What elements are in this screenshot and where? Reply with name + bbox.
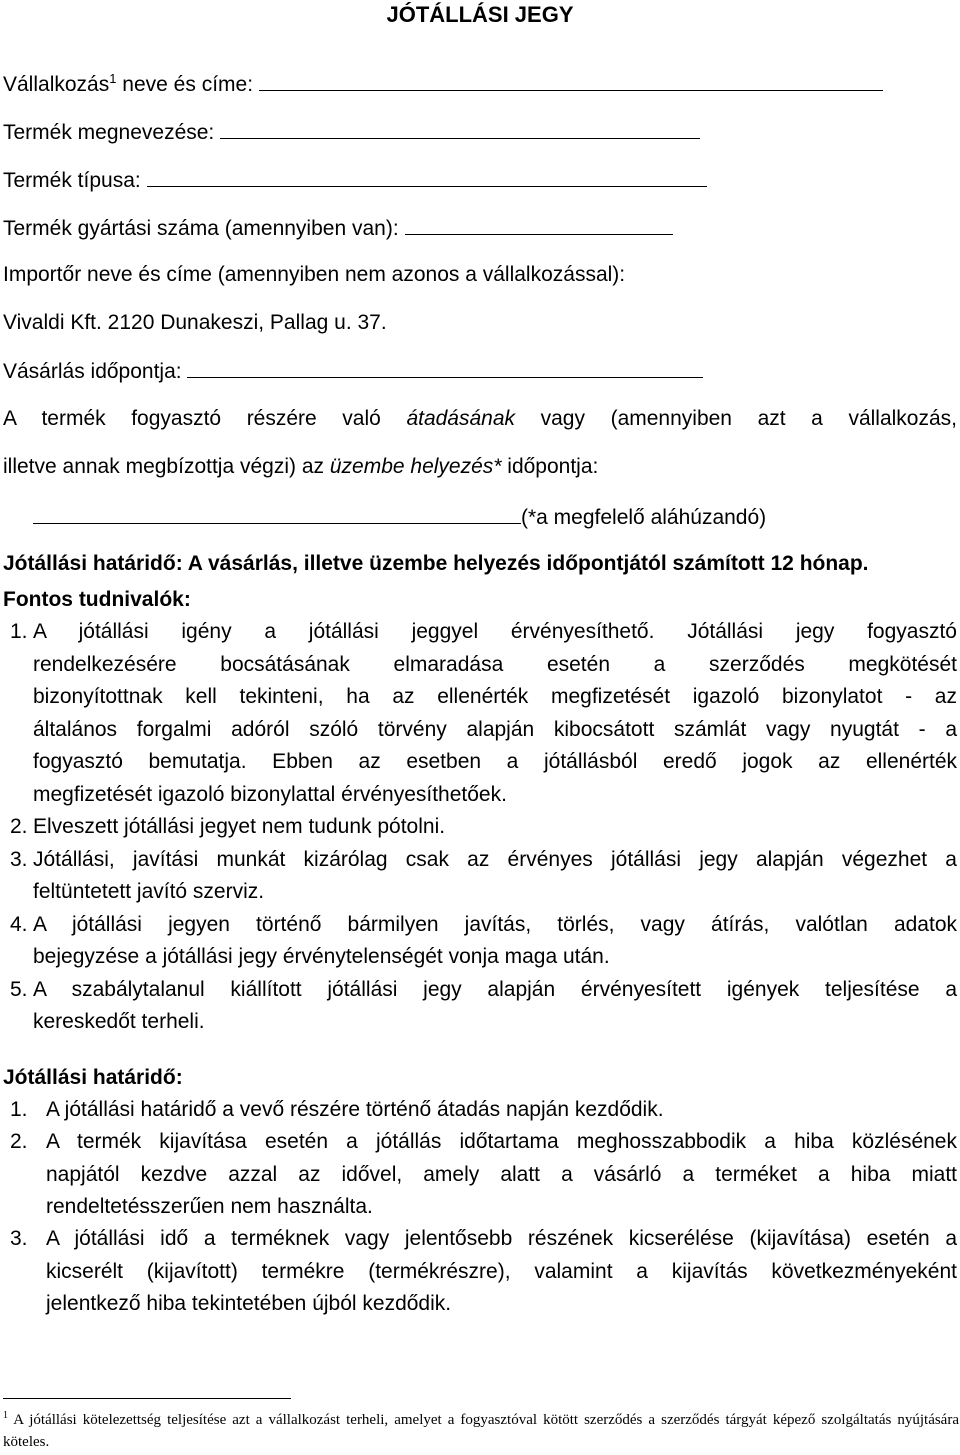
importor-value: Vivaldi Kft. 2120 Dunakeszi, Pallag u. 37. xyxy=(3,311,387,334)
field-importor: Importőr neve és címe (amennyiben nem azonos a vállalkozással): xyxy=(3,263,626,286)
field-termek-tipusa xyxy=(3,166,707,194)
list-item-line: bizonyítottnak kell tekinteni, ha az ellenérték megfizetését igazoló bizonylatot - az xyxy=(33,685,957,708)
termek-megnevezese-blank[interactable] xyxy=(220,118,700,139)
list-item-line: bejegyzése a jótállási jegy érvénytelenségét vonja maga után. xyxy=(33,945,610,968)
fontos-heading: Fontos tudnivalók: xyxy=(3,588,191,611)
list-item-line: A jótállási igény a jótállási jeggyel érvényesíthető. Jótállási jegy fogyasztó xyxy=(33,620,957,643)
vasarlas-idopontja-blank[interactable] xyxy=(187,357,703,378)
footnote-divider xyxy=(3,1398,291,1399)
list-item-line: megfizetését igazoló bizonylattal érvényesíthetőek. xyxy=(33,782,507,806)
list-item-number: 5. xyxy=(10,977,28,1001)
list-item-line: jelentkező hiba tekintetében újból kezdődik. xyxy=(46,1291,452,1315)
list-item-number: 1. xyxy=(10,1098,28,1121)
field-label-vallalkozas-end: neve és címe: xyxy=(116,73,254,96)
list-item-line: feltüntetett javító szerviz. xyxy=(33,880,265,903)
list-item-line: A termék kijavítása esetén a jótállás időtartama meghosszabbodik a hiba közlésének xyxy=(46,1130,957,1154)
list-item-line: A jótállási idő a terméknek vagy jelentősebb részének kicserélése (kijavítása) esetén a xyxy=(46,1227,957,1251)
list-item-line: fogyasztó bemutatja. Ebben az esetben a jótállásból eredő jogok az ellenérték xyxy=(33,750,957,773)
hatarido-heading: Jótállási határidő: xyxy=(3,1066,183,1089)
list-item-line: A szabálytalanul kiállított jótállási jegy alapján érvényesített igények teljesítése a xyxy=(33,977,957,1001)
footnote xyxy=(3,1409,959,1453)
footnote-marker: 1 xyxy=(109,71,117,86)
atadas-text-b: vagy (amennyiben azt a vállalkozás, xyxy=(515,407,957,430)
document-title: JÓTÁLLÁSI JEGY xyxy=(386,2,574,27)
list-item-number: 2. xyxy=(10,815,28,838)
hatarido-summary-text: A vásárlás, illetve üzembe helyezés időpontjától számított 12 hónap. xyxy=(182,552,869,575)
hatarido-summary-label: Jótállási határidő: xyxy=(3,552,183,575)
field-label-termek-megnevezese: Termék megnevezése: xyxy=(3,121,215,144)
list-item-line: Jótállási, javítási munkát kizárólag csak az érvényes jótállási jegy alapján végezhet a xyxy=(33,847,957,871)
uzembe-helyezes-emphasis: üzembe helyezés* xyxy=(329,455,502,478)
list-item-number: 3. xyxy=(10,847,28,871)
field-vallalkozas xyxy=(3,70,883,98)
field-label-vasarlas-idopontja: Vásárlás időpontja: xyxy=(3,360,182,383)
list-item-line: Elveszett jótállási jegyet nem tudunk pótolni. xyxy=(33,815,446,838)
field-label-gyartasi-szam: Termék gyártási száma (amennyiben van): xyxy=(3,217,399,240)
list-item-number: 1. xyxy=(10,620,28,643)
list-item-line: általános forgalmi adóról szóló törvény alapján kibocsátott számlát vagy nyugtát - a xyxy=(33,717,957,741)
gyartasi-szam-blank[interactable] xyxy=(405,214,673,235)
underline-note: (*a megfelelő aláhúzandó) xyxy=(521,506,767,529)
footnote-mark: 1 xyxy=(3,1410,8,1421)
list-item-line: rendeltetésszerűen nem használta. xyxy=(46,1194,373,1218)
footnote-text: A jótállási kötelezettség teljesítése azt a vállalkozást terheli, amelyet a fogyasztóval kötött szerződés a szerződés tárgyát képező szolgáltatás nyújtására köteles. xyxy=(3,1412,959,1450)
field-vasarlas-idopontja xyxy=(3,357,703,385)
atadas-text-c: illetve annak megbízottja végzi) az xyxy=(3,455,330,478)
list-item-number: 4. xyxy=(10,912,28,936)
field-label-vallalkozas: Vállalkozás xyxy=(3,73,110,96)
vallalkozas-blank[interactable] xyxy=(259,70,883,91)
atadas-line-1 xyxy=(3,406,957,432)
list-item-number: 3. xyxy=(10,1227,28,1251)
list-item-line: napjától kezdve azzal az idővel, amely alatt a vásárló a terméket a hiba miatt xyxy=(46,1162,957,1186)
list-item-line: A jótállási jegyen történő bármilyen javítás, törlés, vagy átírás, valótlan adatok xyxy=(33,912,957,936)
list-item-number: 2. xyxy=(10,1130,28,1154)
field-gyartasi-szam xyxy=(3,214,673,242)
atadas-idopont-blank[interactable] xyxy=(33,503,521,524)
termek-tipusa-blank[interactable] xyxy=(147,166,707,187)
list-item-line: A jótállási határidő a vevő részére történő átadás napján kezdődik. xyxy=(46,1098,664,1121)
field-termek-megnevezese xyxy=(3,118,700,146)
list-item-line: rendelkezésére bocsátásának elmaradása esetén a szerződés megkötését xyxy=(33,652,957,676)
list-item-line: kicserélt (kijavított) termékre (termékrészre), valamint a kijavítás következményeként xyxy=(46,1259,957,1283)
atadas-emphasis: átadásának xyxy=(406,407,516,430)
hatarido-summary xyxy=(3,551,869,577)
list-item-line: kereskedőt terheli. xyxy=(33,1010,205,1033)
field-label-termek-tipusa: Termék típusa: xyxy=(3,169,141,192)
atadas-text-a: A termék fogyasztó részére való xyxy=(3,407,407,430)
atadas-idopont-field xyxy=(33,503,766,531)
atadas-text-d: időpontja: xyxy=(501,455,599,478)
atadas-line-2 xyxy=(3,454,598,480)
